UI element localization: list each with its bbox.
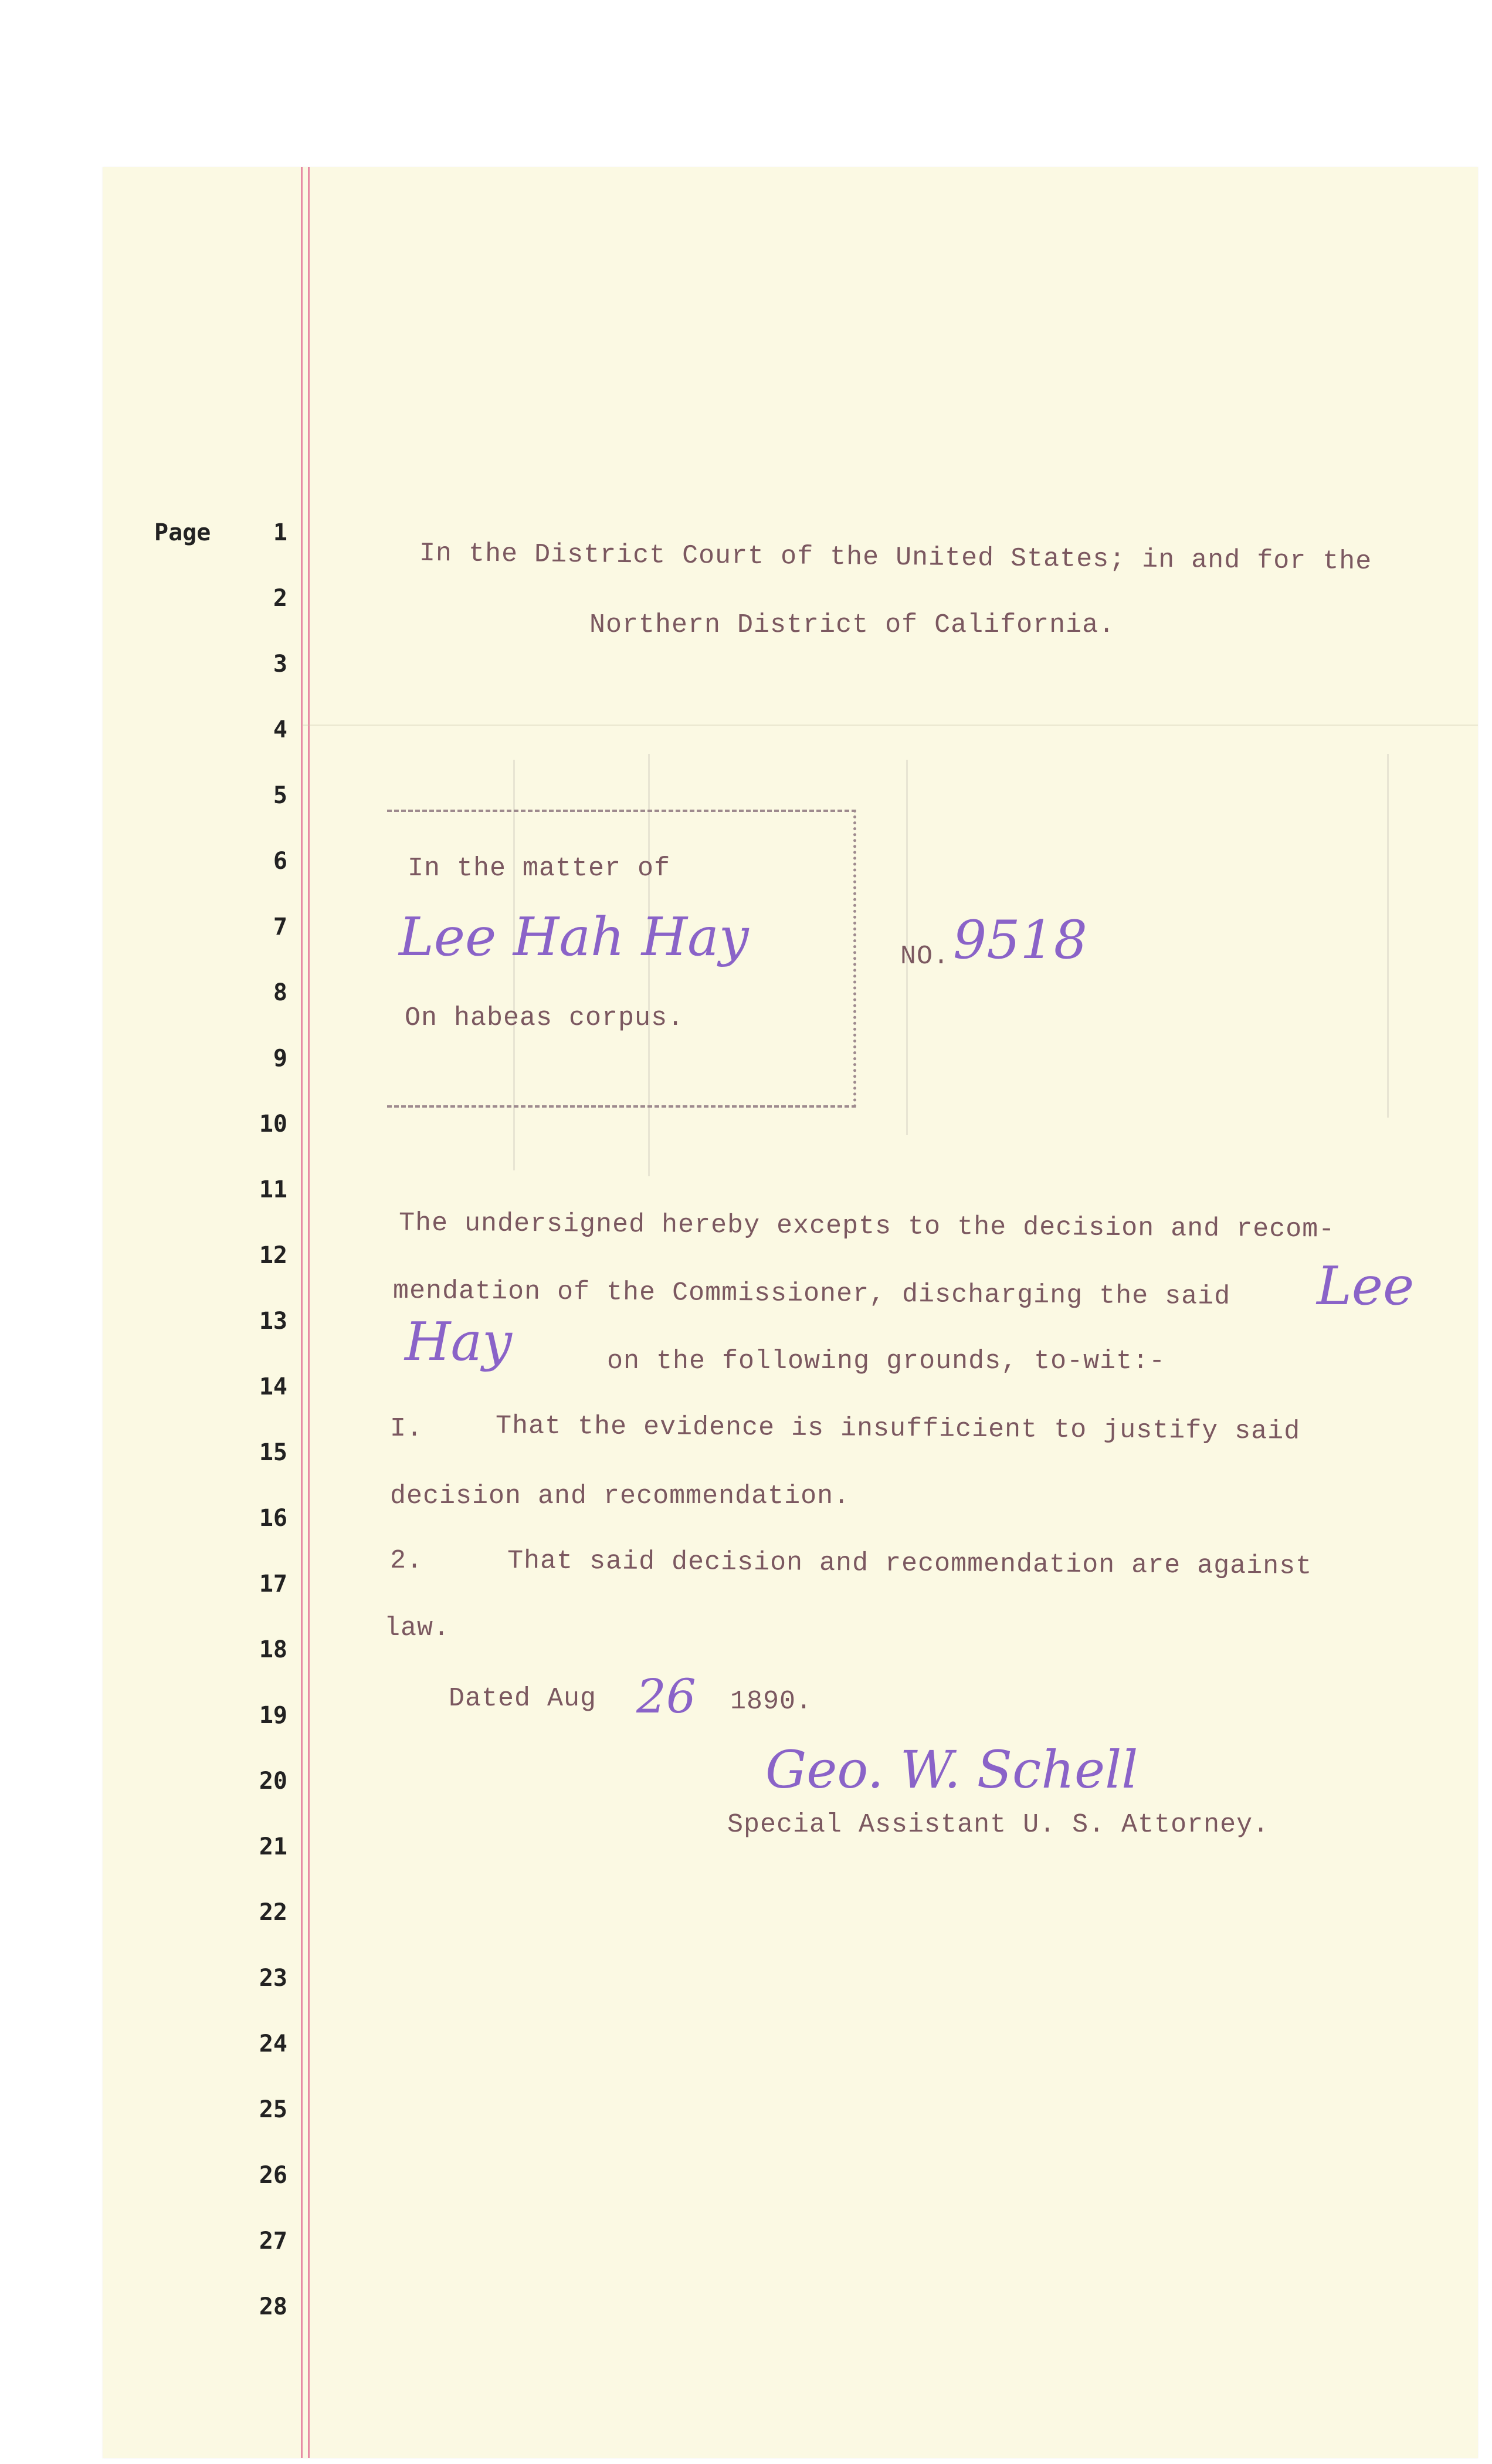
line-number: 20 <box>259 1768 287 1795</box>
line-number: 8 <box>273 979 287 1006</box>
line-number: 17 <box>259 1571 287 1597</box>
discharged-name-handwritten-2: Hay <box>405 1311 512 1373</box>
ground-1-line2: decision and recommendation. <box>390 1481 850 1511</box>
exception-line1: The undersigned hereby excepts to the decision and recom- <box>398 1208 1335 1245</box>
case-number-handwritten: 9518 <box>953 909 1088 971</box>
line-number: 12 <box>259 1242 287 1269</box>
court-heading-line1: In the District Court of the United States; in and for the <box>419 538 1372 577</box>
line-number: 3 <box>273 651 287 678</box>
exception-line3: on the following grounds, to-wit:- <box>607 1346 1166 1376</box>
ground-2-line1: That said decision and recommendation are against <box>507 1546 1313 1582</box>
document-page <box>103 167 1478 2458</box>
line-number: 25 <box>259 2096 287 2123</box>
case-number-label: NO. <box>900 942 950 972</box>
margin-rule-left <box>301 167 303 2458</box>
line-number: 14 <box>259 1373 287 1400</box>
date-day-handwritten: 26 <box>636 1669 696 1724</box>
line-number: 6 <box>273 848 287 875</box>
line-number: 15 <box>259 1439 287 1466</box>
line-number: 22 <box>259 1899 287 1926</box>
line-number: 27 <box>259 2228 287 2255</box>
line-number: 4 <box>273 716 287 743</box>
caption-name-handwritten: Lee Hah Hay <box>399 906 749 968</box>
signatory-title: Special Assistant U. S. Attorney. <box>727 1810 1270 1840</box>
caption-matter-of: In the matter of <box>408 854 671 884</box>
line-number: 11 <box>259 1176 287 1203</box>
line-number: 13 <box>259 1308 287 1335</box>
signature-handwritten: Geo. W. Schell <box>765 1739 1138 1800</box>
line-number: 7 <box>273 913 287 940</box>
ground-1-line1: That the evidence is insufficient to justify said <box>495 1411 1301 1447</box>
line-number: 9 <box>273 1045 287 1072</box>
ground-1-number: I. <box>390 1414 423 1444</box>
line-number: 24 <box>259 2030 287 2057</box>
fold-line <box>302 725 1478 726</box>
line-number: 26 <box>259 2162 287 2189</box>
line-number: 21 <box>259 1833 287 1860</box>
date-prefix: Dated Aug <box>449 1684 597 1714</box>
date-year: 1890. <box>730 1687 813 1717</box>
bleed-through-mark <box>1387 754 1389 1118</box>
line-number: 1 <box>273 519 287 546</box>
line-number: 23 <box>259 1965 287 1992</box>
line-number: 10 <box>259 1111 287 1138</box>
court-heading-line2: Northern District of California. <box>589 610 1115 640</box>
line-number: 18 <box>259 1636 287 1663</box>
ground-2-line2: law. <box>384 1613 450 1643</box>
page-label: Page <box>154 519 211 546</box>
line-number: 19 <box>259 1702 287 1729</box>
line-number: 28 <box>259 2293 287 2320</box>
line-number: 2 <box>273 585 287 612</box>
exception-line2: mendation of the Commissioner, discharging the said <box>392 1276 1231 1312</box>
caption-proceeding: On habeas corpus. <box>405 1003 684 1033</box>
line-number: 5 <box>273 782 287 809</box>
margin-rule-right <box>308 167 310 2458</box>
ground-2-number: 2. <box>390 1546 423 1576</box>
discharged-name-handwritten-1: Lee <box>1317 1255 1415 1317</box>
line-number: 16 <box>259 1505 287 1532</box>
